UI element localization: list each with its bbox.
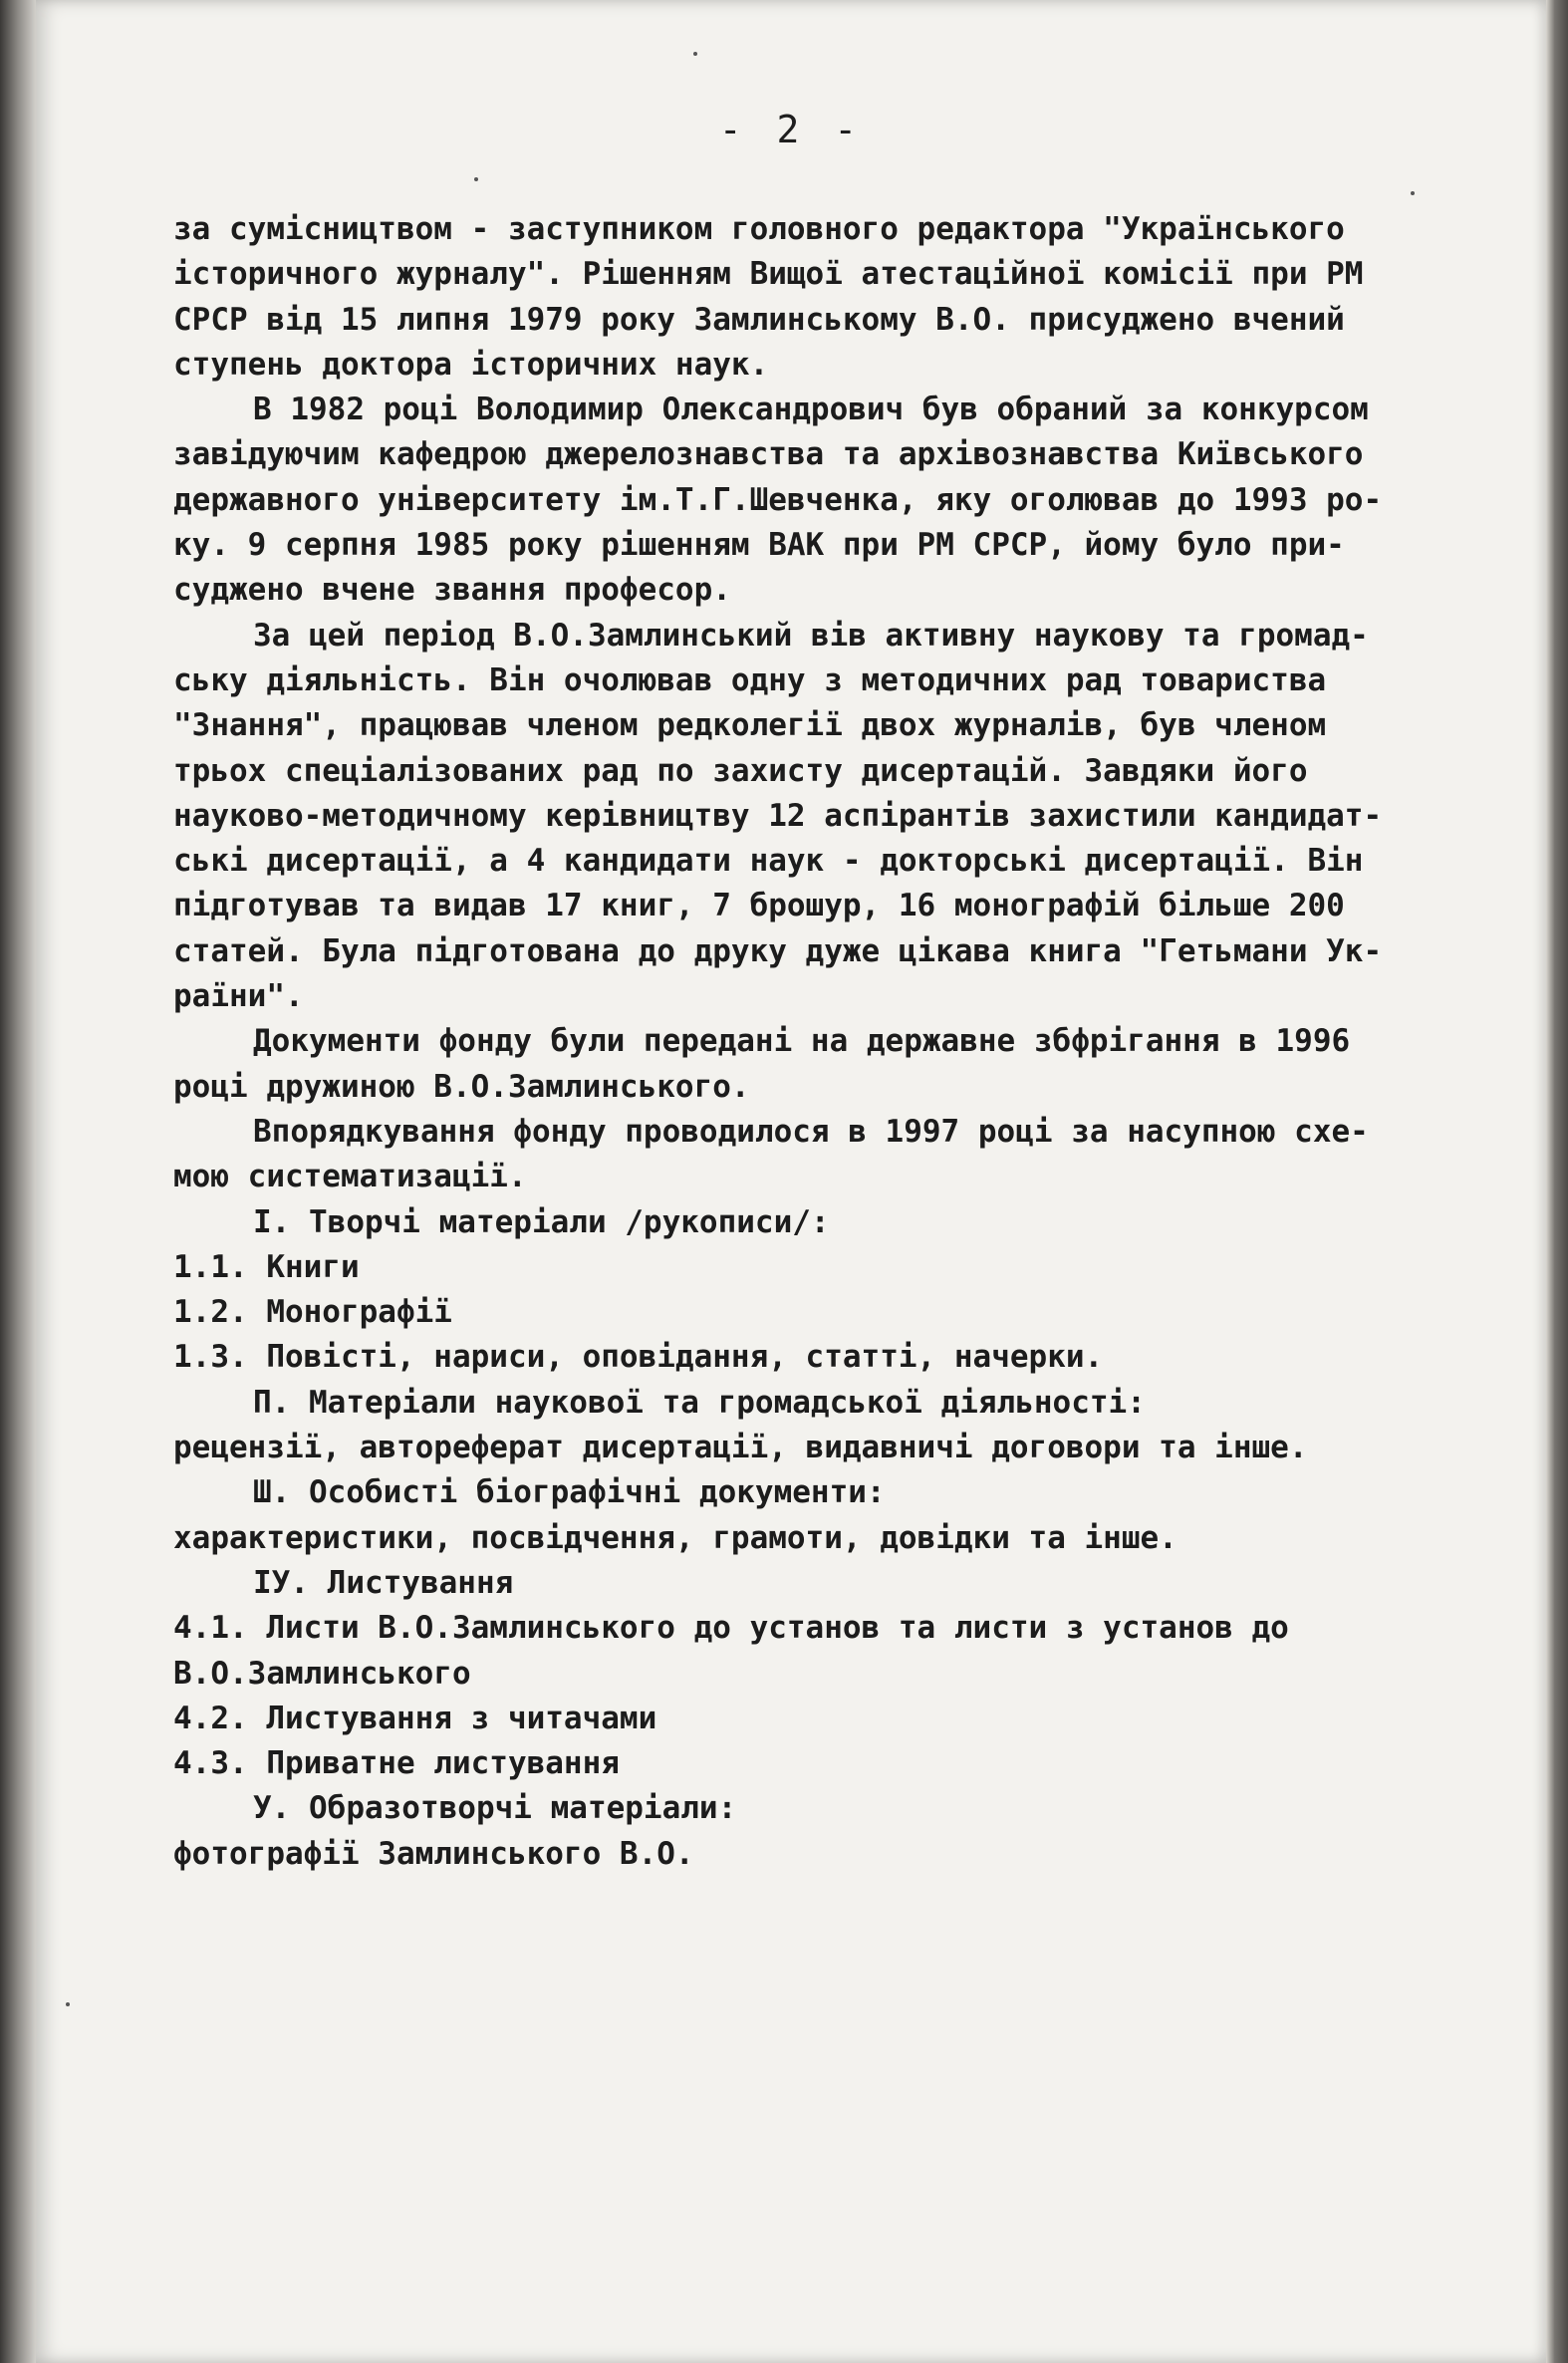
text-line: державного університету ім.Т.Г.Шевченка, яку оголював до 1993 ро- xyxy=(173,481,1383,518)
text-line: 1.2. Монографії xyxy=(173,1294,452,1331)
document-body xyxy=(173,207,1498,1877)
right-page-edge xyxy=(1546,0,1568,2363)
text-line: ступень доктора історичних наук. xyxy=(173,346,769,383)
text-line: 1.1. Книги xyxy=(173,1248,360,1285)
text-line: історичного журналу". Рішенням Вищої атестаційної комісії при РМ xyxy=(173,256,1364,293)
text-line: трьох спеціалізованих рад по захисту дисертацій. Завдяки його xyxy=(173,752,1308,789)
text-line: 4.1. Листи В.О.Замлинського до установ та листи з установ до xyxy=(173,1610,1289,1647)
text-line: У. Образотворчі матеріали: xyxy=(253,1790,737,1827)
text-line: І. Творчі матеріали /рукописи/: xyxy=(253,1203,830,1240)
page-number: - 2 - xyxy=(718,108,864,151)
text-line: Впорядкування фонду проводилося в 1997 році за насупною схе- xyxy=(253,1113,1369,1150)
text-line: завідуючим кафедрою джерелознавства та архівознавства Київського xyxy=(173,436,1364,473)
text-line: Документи фонду були передані на державне збфрігання в 1996 xyxy=(253,1023,1351,1060)
text-line: підготував та видав 17 книг, 7 брошур, 16 монографій більше 200 xyxy=(173,888,1345,924)
text-line: Ш. Особисті біографічні документи: xyxy=(253,1474,886,1511)
document-sheet xyxy=(36,0,1546,2363)
text-line: ські дисертації, а 4 кандидати наук - докторські дисертації. Він xyxy=(173,843,1364,880)
speck xyxy=(474,177,478,181)
text-line: суджено вчене звання професор. xyxy=(173,572,731,609)
text-line: "Знання", працював членом редколегії двох журналів, був членом xyxy=(173,707,1327,744)
text-line: за сумісництвом - заступником головного редактора "Українського xyxy=(173,211,1345,247)
text-line: 4.3. Приватне листування xyxy=(173,1745,620,1782)
text-line: науково-методичному керівництву 12 аспірантів захистили кандидат- xyxy=(173,797,1383,834)
text-line: раїни". xyxy=(173,978,304,1015)
text-line: За цей період В.О.Замлинський вів активну наукову та громад- xyxy=(253,617,1369,654)
text-line: році дружиною В.О.Замлинського. xyxy=(173,1068,750,1105)
speck xyxy=(1411,191,1415,195)
text-line: ІУ. Листування xyxy=(253,1564,514,1601)
text-line: В 1982 році Володимир Олександрович був обраний за конкурсом xyxy=(253,392,1369,428)
speck xyxy=(66,2002,70,2006)
text-line: характеристики, посвідчення, грамоти, довідки та інше. xyxy=(173,1519,1177,1556)
text-line: статей. Була підготована до друку дуже цікава книга "Гетьмани Ук- xyxy=(173,932,1383,969)
text-line: ську діяльність. Він очолював одну з методичних рад товариства xyxy=(173,661,1327,698)
text-line: рецензії, автореферат дисертації, видавничі договори та інше. xyxy=(173,1430,1308,1466)
text-line: П. Матеріали наукової та громадської діяльності: xyxy=(253,1384,1146,1421)
text-line: В.О.Замлинського xyxy=(173,1655,471,1692)
text-line: ку. 9 серпня 1985 року рішенням ВАК при РМ СРСР, йому було при- xyxy=(173,527,1345,564)
speck xyxy=(693,52,697,56)
text-line: 1.3. Повісті, нариси, оповідання, статті, начерки. xyxy=(173,1339,1104,1376)
text-line: 4.2. Листування з читачами xyxy=(173,1700,657,1736)
text-line: СРСР від 15 липня 1979 року Замлинському В.О. присуджено вчений xyxy=(173,301,1345,338)
text-line: мою систематизації. xyxy=(173,1159,527,1195)
text-line: фотографії Замлинського В.О. xyxy=(173,1835,694,1872)
